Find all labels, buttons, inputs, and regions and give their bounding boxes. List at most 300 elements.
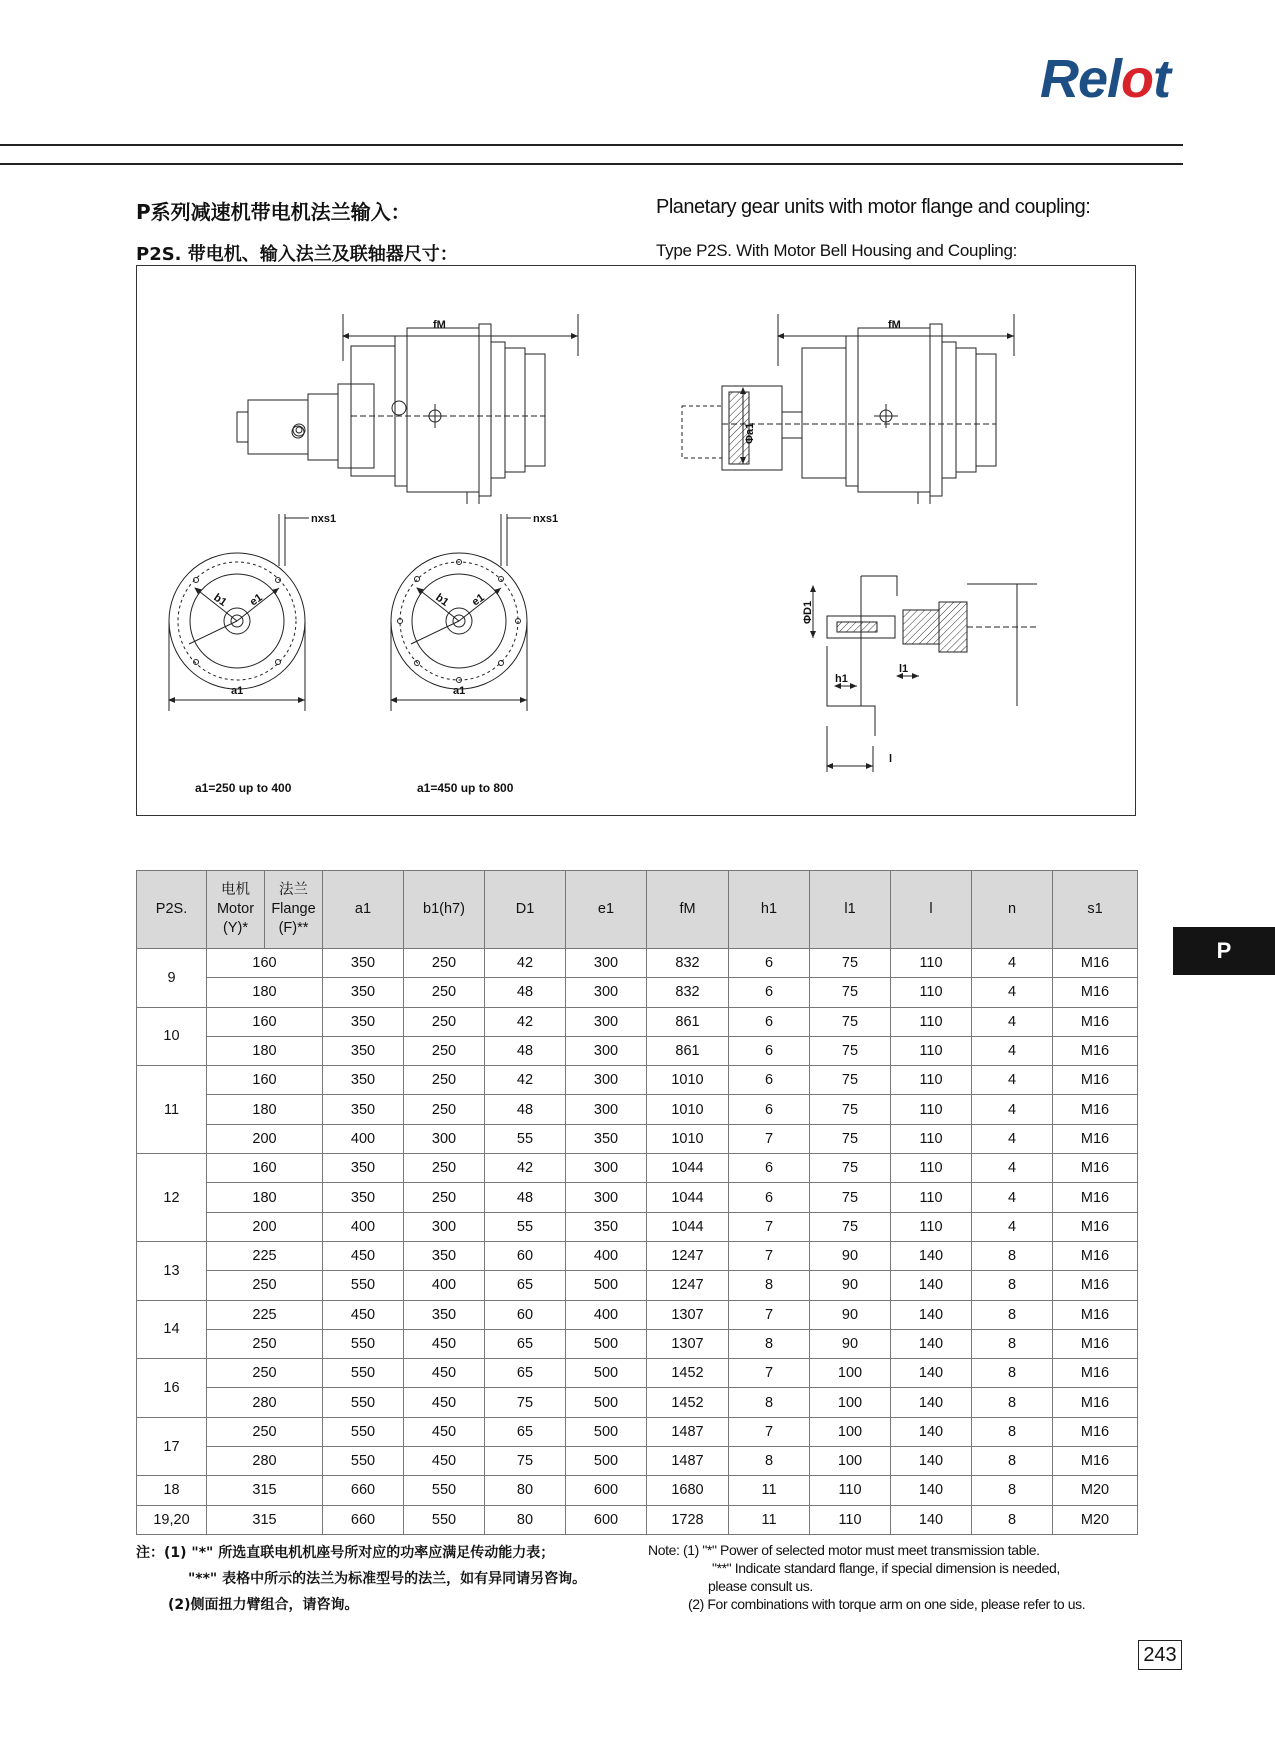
cell-size: 12 (137, 1154, 207, 1242)
cell-value: 4 (972, 1066, 1053, 1095)
cell-value: 75 (810, 1007, 891, 1036)
cell-value: 42 (485, 1154, 566, 1183)
cell-value: 75 (810, 1066, 891, 1095)
notes-chinese (136, 1540, 586, 1618)
cell-value: 450 (404, 1359, 485, 1388)
cell-value: 110 (891, 1066, 972, 1095)
cell-value: 500 (566, 1271, 647, 1300)
cell-motor-flange: 160 (207, 1066, 323, 1095)
cell-value: 1010 (647, 1095, 729, 1124)
technical-drawing (137, 266, 1137, 817)
dimension-table (136, 870, 1138, 1535)
header-rule-bottom (0, 163, 1183, 165)
cell-value: 600 (566, 1505, 647, 1534)
title-chinese: P系列减速机带电机法兰输入： (136, 200, 411, 224)
cell-value: 350 (404, 1241, 485, 1270)
drawing-labels (195, 319, 908, 795)
table-body (137, 949, 1138, 1535)
cell-value: 140 (891, 1505, 972, 1534)
cell-size: 17 (137, 1417, 207, 1476)
cell-value: 90 (810, 1300, 891, 1329)
cell-value: 65 (485, 1271, 566, 1300)
cell-value: 300 (566, 1007, 647, 1036)
cell-value: M16 (1053, 1388, 1138, 1417)
cell-value: 90 (810, 1271, 891, 1300)
cell-value: 75 (810, 1124, 891, 1153)
cell-value: 75 (810, 1154, 891, 1183)
cell-value: 350 (323, 978, 404, 1007)
cell-value: 100 (810, 1417, 891, 1446)
cell-value: 1452 (647, 1359, 729, 1388)
cell-value: 1728 (647, 1505, 729, 1534)
table-row (137, 1124, 1138, 1153)
header-a1: a1 (323, 871, 404, 949)
cell-value: 8 (972, 1417, 1053, 1446)
cell-value: 550 (404, 1505, 485, 1534)
header-fm: fM (647, 871, 729, 949)
right-elevation-view (682, 314, 1014, 504)
table-row (137, 1476, 1138, 1505)
cell-value: 75 (810, 1095, 891, 1124)
cell-value: 11 (729, 1476, 810, 1505)
cell-value: 8 (972, 1300, 1053, 1329)
table-row (137, 1329, 1138, 1358)
label-a1-right: a1 (453, 685, 466, 697)
cell-value: 75 (810, 1036, 891, 1065)
cell-value: 55 (485, 1124, 566, 1153)
cell-motor-flange: 250 (207, 1271, 323, 1300)
header-d1: D1 (485, 871, 566, 949)
cell-value: 110 (891, 1124, 972, 1153)
cell-value: 400 (323, 1212, 404, 1241)
cell-value: 1487 (647, 1447, 729, 1476)
cell-value: M16 (1053, 1036, 1138, 1065)
cell-value: 48 (485, 1095, 566, 1124)
table-row (137, 1388, 1138, 1417)
notes-english (648, 1541, 1085, 1613)
table-row (137, 1183, 1138, 1212)
cell-value: 1044 (647, 1183, 729, 1212)
cell-size: 11 (137, 1066, 207, 1154)
cell-value: 4 (972, 1095, 1053, 1124)
cell-value: 7 (729, 1417, 810, 1446)
note-cn-3: (2)侧面扭力臂组合，请咨询。 (168, 1597, 359, 1613)
cell-value: 1452 (647, 1388, 729, 1417)
cell-value: 861 (647, 1007, 729, 1036)
cell-value: 7 (729, 1241, 810, 1270)
title-english: Planetary gear units with motor flange and coupling: (656, 196, 1091, 218)
label-fm-right: fM (888, 319, 901, 331)
note-en-4: (2) For combinations with torque arm on one side, please refer to us. (688, 1596, 1086, 1612)
cell-motor-flange: 225 (207, 1300, 323, 1329)
note-en-3: please consult us. (708, 1578, 813, 1594)
cell-value: 300 (566, 1036, 647, 1065)
cell-value: 48 (485, 1183, 566, 1212)
table-row (137, 1036, 1138, 1065)
cell-motor-flange: 180 (207, 1036, 323, 1065)
cell-motor-flange: 280 (207, 1447, 323, 1476)
table-row (137, 1095, 1138, 1124)
cell-value: 300 (404, 1212, 485, 1241)
cell-motor-flange: 200 (207, 1124, 323, 1153)
cell-value: 90 (810, 1329, 891, 1358)
header-e1: e1 (566, 871, 647, 949)
cell-value: 660 (323, 1476, 404, 1505)
cell-value: 8 (972, 1359, 1053, 1388)
cell-value: 55 (485, 1212, 566, 1241)
cell-value: 500 (566, 1417, 647, 1446)
header-p2s: P2S. (137, 871, 207, 949)
cell-value: 250 (404, 1183, 485, 1212)
cell-value: 550 (323, 1359, 404, 1388)
cell-motor-flange: 160 (207, 1007, 323, 1036)
table-row (137, 1505, 1138, 1534)
cell-value: M16 (1053, 1447, 1138, 1476)
header-l1: l1 (810, 871, 891, 949)
table-row (137, 1212, 1138, 1241)
cell-value: 4 (972, 1124, 1053, 1153)
caption-right: a1=450 up to 800 (417, 781, 514, 795)
cell-value: 1010 (647, 1124, 729, 1153)
cell-size: 18 (137, 1476, 207, 1505)
cell-value: 8 (972, 1271, 1053, 1300)
cell-value: 450 (404, 1447, 485, 1476)
cell-value: 1010 (647, 1066, 729, 1095)
flange-front-view-left (169, 514, 309, 711)
cell-size: 14 (137, 1300, 207, 1359)
label-nxs1-left: nxs1 (311, 513, 337, 525)
cell-value: 8 (729, 1388, 810, 1417)
table-row (137, 1241, 1138, 1270)
cell-value: 140 (891, 1359, 972, 1388)
cell-value: 4 (972, 949, 1053, 978)
cell-value: 8 (972, 1329, 1053, 1358)
cell-value: 1680 (647, 1476, 729, 1505)
cell-value: 350 (323, 1007, 404, 1036)
cell-value: 350 (566, 1212, 647, 1241)
table-row (137, 1154, 1138, 1183)
cell-value: 1307 (647, 1300, 729, 1329)
cell-value: 250 (404, 1007, 485, 1036)
cell-motor-flange: 315 (207, 1505, 323, 1534)
cell-value: 65 (485, 1359, 566, 1388)
cell-value: 600 (566, 1476, 647, 1505)
cell-value: 450 (404, 1417, 485, 1446)
cell-value: 6 (729, 1036, 810, 1065)
cell-value: 250 (404, 949, 485, 978)
cell-value: 350 (323, 1036, 404, 1065)
table-row (137, 1066, 1138, 1095)
cell-value: 832 (647, 978, 729, 1007)
cell-motor-flange: 225 (207, 1241, 323, 1270)
cell-value: 6 (729, 1007, 810, 1036)
cell-value: 6 (729, 1095, 810, 1124)
cell-value: 450 (404, 1388, 485, 1417)
left-elevation-view (237, 314, 578, 504)
cell-value: 350 (323, 949, 404, 978)
cell-value: 8 (729, 1329, 810, 1358)
brand-logo: Relot (1040, 49, 1171, 109)
cell-value: 7 (729, 1359, 810, 1388)
label-phi-d1: ΦD1 (802, 600, 814, 624)
cell-value: 1044 (647, 1154, 729, 1183)
cell-value: 450 (323, 1300, 404, 1329)
cell-motor-flange: 180 (207, 978, 323, 1007)
cell-value: 4 (972, 1183, 1053, 1212)
cell-value: 550 (323, 1417, 404, 1446)
cell-value: M16 (1053, 1095, 1138, 1124)
header-rule-top (0, 144, 1183, 146)
cell-value: M16 (1053, 1066, 1138, 1095)
technical-drawing-panel (136, 265, 1136, 816)
cell-value: 110 (891, 1212, 972, 1241)
cell-value: 450 (323, 1241, 404, 1270)
cell-motor-flange: 280 (207, 1388, 323, 1417)
cell-value: 110 (891, 978, 972, 1007)
cell-value: 500 (566, 1388, 647, 1417)
cell-value: 100 (810, 1388, 891, 1417)
cell-value: 500 (566, 1329, 647, 1358)
cell-value: 300 (566, 978, 647, 1007)
cell-value: 8 (972, 1476, 1053, 1505)
cell-value: 80 (485, 1505, 566, 1534)
cell-value: 660 (323, 1505, 404, 1534)
cell-value: M16 (1053, 1359, 1138, 1388)
cell-value: M16 (1053, 1241, 1138, 1270)
cell-value: 300 (566, 1183, 647, 1212)
table-header-row (137, 871, 1138, 949)
header-n: n (972, 871, 1053, 949)
cell-value: 110 (891, 1095, 972, 1124)
cell-value: 100 (810, 1447, 891, 1476)
cell-value: 7 (729, 1300, 810, 1329)
header-h1: h1 (729, 871, 810, 949)
cell-value: 42 (485, 1007, 566, 1036)
cell-value: M16 (1053, 1417, 1138, 1446)
label-phi-a1: Φa1 (744, 422, 756, 444)
cell-value: 832 (647, 949, 729, 978)
cell-value: 1247 (647, 1271, 729, 1300)
table-row (137, 1300, 1138, 1329)
cell-value: 4 (972, 1036, 1053, 1065)
note-en-2: "**" Indicate standard flange, if special dimension is needed, (712, 1560, 1060, 1576)
cell-value: 42 (485, 1066, 566, 1095)
cell-value: 110 (891, 1183, 972, 1212)
cell-value: 250 (404, 1095, 485, 1124)
cell-motor-flange: 200 (207, 1212, 323, 1241)
cell-value: 65 (485, 1329, 566, 1358)
cell-value: 6 (729, 1154, 810, 1183)
cell-value: M16 (1053, 1154, 1138, 1183)
subtitle-chinese: P2S. 带电机、输入法兰及联轴器尺寸： (136, 244, 458, 265)
cell-value: 140 (891, 1388, 972, 1417)
cell-value: 1487 (647, 1417, 729, 1446)
cell-value: 1044 (647, 1212, 729, 1241)
label-l: l (889, 753, 893, 765)
cell-value: 75 (810, 949, 891, 978)
header-motor: 电机 Motor (Y)* (207, 871, 265, 949)
cell-value: 110 (891, 1154, 972, 1183)
note-cn-2: "**" 表格中所示的法兰为标准型号的法兰，如有异同请另咨询。 (188, 1571, 587, 1587)
cell-value: 250 (404, 1066, 485, 1095)
table-row (137, 949, 1138, 978)
cell-value: 65 (485, 1417, 566, 1446)
cell-value: M20 (1053, 1505, 1138, 1534)
table-row (137, 1447, 1138, 1476)
cell-value: 48 (485, 978, 566, 1007)
table-row (137, 1271, 1138, 1300)
cell-value: 80 (485, 1476, 566, 1505)
cell-value: 400 (323, 1124, 404, 1153)
table-row (137, 1007, 1138, 1036)
cell-value: 350 (323, 1154, 404, 1183)
cell-value: 350 (323, 1066, 404, 1095)
cell-value: 75 (810, 978, 891, 1007)
cell-value: 100 (810, 1359, 891, 1388)
cell-value: 500 (566, 1447, 647, 1476)
cell-value: 60 (485, 1241, 566, 1270)
table-row (137, 978, 1138, 1007)
cell-value: 8 (972, 1505, 1053, 1534)
cell-value: 6 (729, 1183, 810, 1212)
cell-value: 4 (972, 978, 1053, 1007)
cell-value: M16 (1053, 1007, 1138, 1036)
cell-motor-flange: 160 (207, 949, 323, 978)
label-b1-left: b1 (211, 591, 229, 609)
label-e1-right: e1 (469, 591, 487, 609)
cell-value: 400 (566, 1241, 647, 1270)
cell-value: 6 (729, 1066, 810, 1095)
cell-value: 6 (729, 978, 810, 1007)
cell-value: 140 (891, 1329, 972, 1358)
caption-left: a1=250 up to 400 (195, 781, 292, 795)
section-tab-p: P (1173, 927, 1275, 975)
cell-value: 8 (729, 1271, 810, 1300)
cell-motor-flange: 250 (207, 1329, 323, 1358)
label-b1-right: b1 (433, 591, 451, 609)
subtitle-english: Type P2S. With Motor Bell Housing and Coupling: (656, 241, 1018, 260)
cell-value: M16 (1053, 1212, 1138, 1241)
label-e1-left: e1 (247, 591, 265, 609)
cell-value: 140 (891, 1447, 972, 1476)
cell-motor-flange: 250 (207, 1417, 323, 1446)
cell-value: 8 (972, 1241, 1053, 1270)
cell-value: 110 (810, 1476, 891, 1505)
cell-value: 300 (566, 1154, 647, 1183)
cell-value: 90 (810, 1241, 891, 1270)
cell-value: 110 (891, 1007, 972, 1036)
cell-value: 7 (729, 1124, 810, 1153)
cell-value: 861 (647, 1036, 729, 1065)
cell-value: M16 (1053, 949, 1138, 978)
label-l1: l1 (899, 663, 909, 675)
cell-value: 140 (891, 1300, 972, 1329)
cell-value: M16 (1053, 1124, 1138, 1153)
cell-size: 9 (137, 949, 207, 1008)
note-cn-1: 注：(1) "*" 所选直联电机机座号所对应的功率应满足传动能力表； (136, 1545, 555, 1561)
page-number: 243 (1138, 1640, 1182, 1670)
label-nxs1-right: nxs1 (533, 513, 559, 525)
cell-value: 250 (404, 1154, 485, 1183)
cell-value: 1307 (647, 1329, 729, 1358)
cell-value: M16 (1053, 1300, 1138, 1329)
cell-value: 7 (729, 1212, 810, 1241)
header-s1: s1 (1053, 871, 1138, 949)
cell-value: 75 (485, 1388, 566, 1417)
cell-value: 550 (404, 1476, 485, 1505)
cell-value: 300 (566, 1095, 647, 1124)
cell-value: 4 (972, 1154, 1053, 1183)
cell-value: 1247 (647, 1241, 729, 1270)
cell-value: 550 (323, 1271, 404, 1300)
cell-value: 75 (485, 1447, 566, 1476)
cell-size: 16 (137, 1359, 207, 1418)
header-b1: b1(h7) (404, 871, 485, 949)
cell-value: 75 (810, 1183, 891, 1212)
cell-value: 550 (323, 1388, 404, 1417)
cell-value: 350 (323, 1183, 404, 1212)
cell-value: 11 (729, 1505, 810, 1534)
cell-value: 140 (891, 1271, 972, 1300)
cell-value: 300 (404, 1124, 485, 1153)
cell-value: 4 (972, 1212, 1053, 1241)
table-row (137, 1359, 1138, 1388)
header-l: l (891, 871, 972, 949)
cell-value: 300 (566, 1066, 647, 1095)
cell-value: 110 (891, 949, 972, 978)
cell-value: 250 (404, 1036, 485, 1065)
label-h1: h1 (835, 673, 848, 685)
cell-value: 42 (485, 949, 566, 978)
note-en-1: Note: (1) "*" Power of selected motor must meet transmission table. (648, 1542, 1040, 1558)
cell-value: 6 (729, 949, 810, 978)
cell-value: 550 (323, 1447, 404, 1476)
header-flange: 法兰 Flange (F)** (265, 871, 323, 949)
cell-motor-flange: 315 (207, 1476, 323, 1505)
cell-size: 19,20 (137, 1505, 207, 1534)
cell-value: 350 (323, 1095, 404, 1124)
cell-value: 75 (810, 1212, 891, 1241)
cell-value: M16 (1053, 978, 1138, 1007)
cell-value: 8 (972, 1388, 1053, 1417)
cell-value: 250 (404, 978, 485, 1007)
cell-value: M20 (1053, 1476, 1138, 1505)
cell-motor-flange: 180 (207, 1095, 323, 1124)
cell-size: 13 (137, 1241, 207, 1300)
cell-value: 110 (810, 1505, 891, 1534)
cell-value: 450 (404, 1329, 485, 1358)
label-fm-left: fM (433, 319, 446, 331)
cell-value: M16 (1053, 1329, 1138, 1358)
cell-size: 10 (137, 1007, 207, 1066)
cell-value: 8 (729, 1447, 810, 1476)
label-a1-left: a1 (231, 685, 244, 697)
cell-value: 350 (404, 1300, 485, 1329)
cell-value: 140 (891, 1417, 972, 1446)
cell-motor-flange: 160 (207, 1154, 323, 1183)
cell-value: 140 (891, 1241, 972, 1270)
cell-value: M16 (1053, 1183, 1138, 1212)
cell-motor-flange: 180 (207, 1183, 323, 1212)
cell-value: 400 (404, 1271, 485, 1300)
cell-value: 8 (972, 1447, 1053, 1476)
cell-value: 500 (566, 1359, 647, 1388)
cell-value: M16 (1053, 1271, 1138, 1300)
cell-value: 350 (566, 1124, 647, 1153)
cell-motor-flange: 250 (207, 1359, 323, 1388)
cell-value: 400 (566, 1300, 647, 1329)
cell-value: 60 (485, 1300, 566, 1329)
